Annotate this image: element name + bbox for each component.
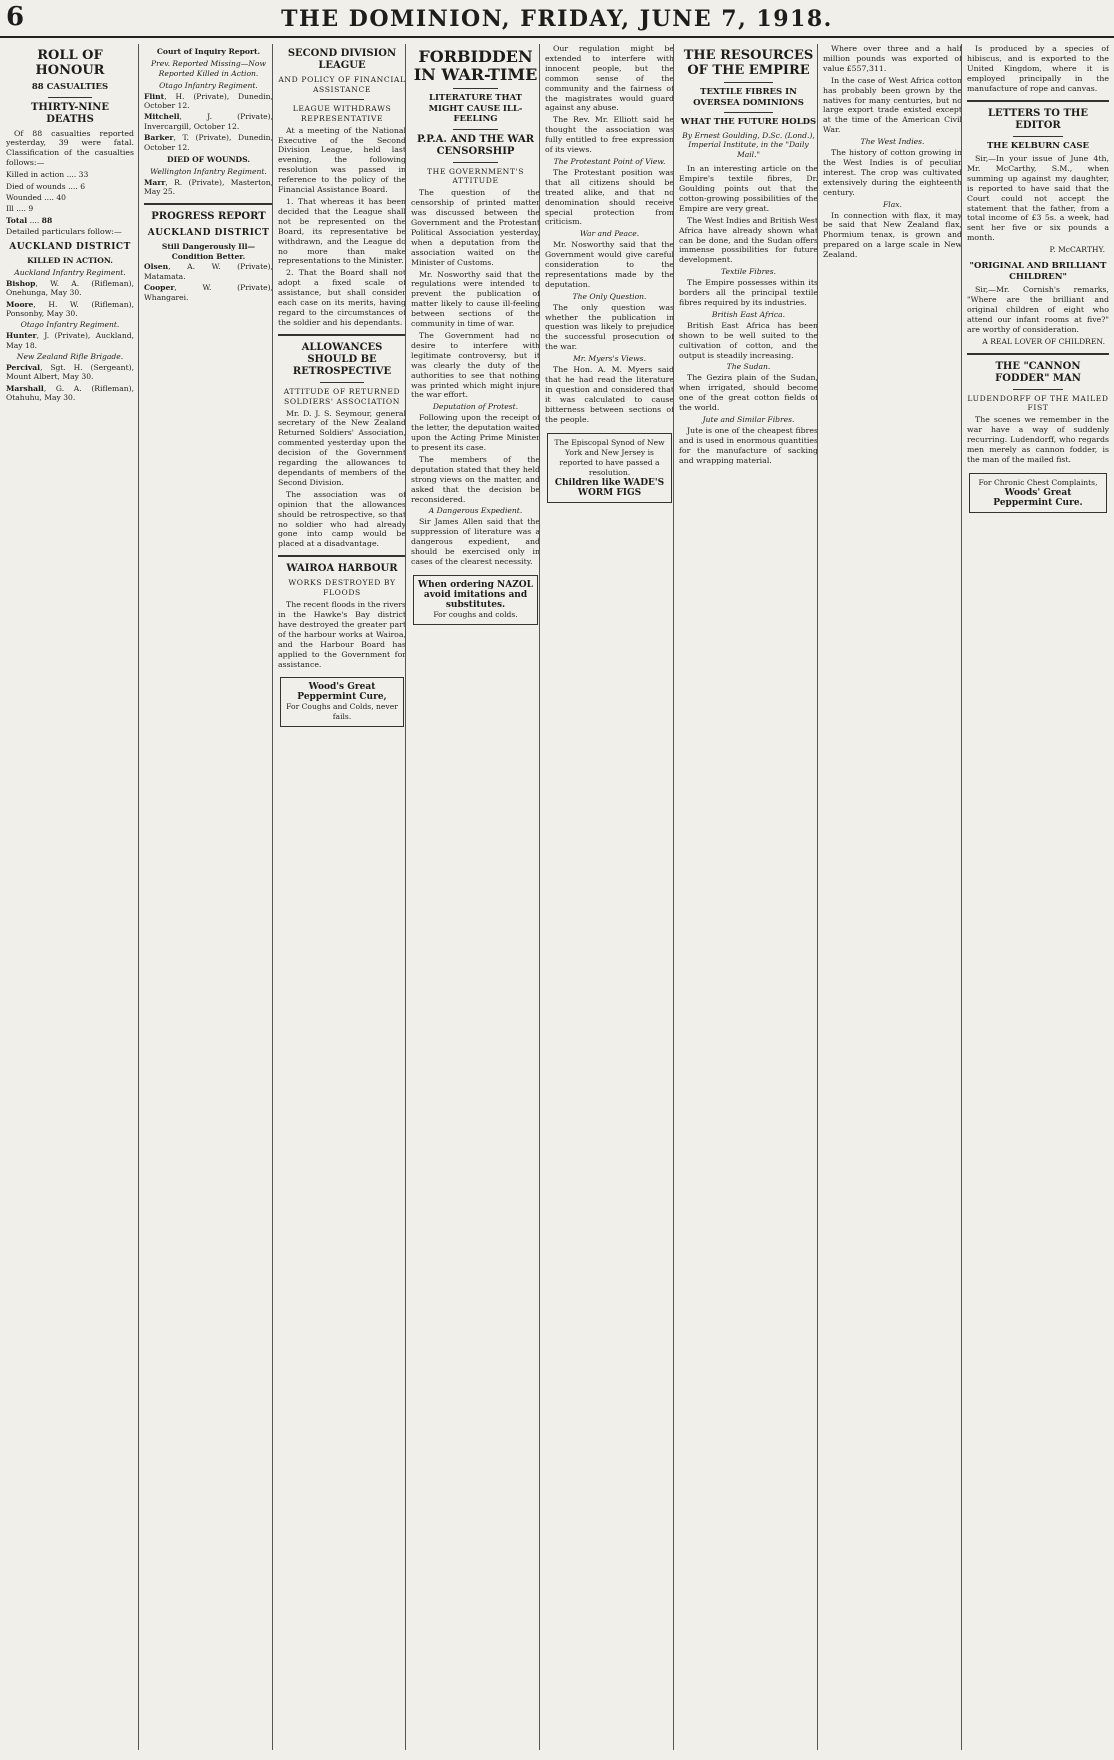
deaths-headline: THIRTY-NINE DEATHS [30,101,109,125]
article-deck: LEAGUE WITHDRAWS REPRESENTATIVE [292,103,392,123]
article-paragraph: In the case of West Africa cotton has probably been grown by the natives for many centuries, but no large export trade existed except at the time of the American Civil War. [823,75,962,135]
article-paragraph: The question of the censorship of printed matter was discussed between the Government and the Protestant Political Association yesterday, when a deputation from the association waited on the Minister of Customs. [411,188,540,267]
advertisement: Wood's Great Peppermint Cure, For Coughs and Colds, never fails. [280,677,404,727]
letter-signature: A REAL LOVER OF CHILDREN. [982,336,1105,346]
article-paragraph: Sir James Allen said that the suppression of literature was a dangerous expedient, and should be exercised only in cases of the clearest necessity. [411,517,540,566]
casualty-summary [6,170,134,225]
divider [453,88,498,89]
casualty-entry: Bishop, W. A. (Rifleman), Onehunga, May 30. [6,278,134,298]
divider [1013,136,1063,137]
column-forbidden-in-war-time [405,44,540,1750]
divider [967,353,1109,355]
column-letters-to-editor [961,44,1109,1750]
roll-intro: Of 88 casualties reported yesterday, 39 were fatal. Classification of the casualties follows:— [6,128,134,168]
article-paragraph: Jute is one of the cheapest fibres and is used in enormous quantities for the manufacture of sacking and wrapping material. [679,425,818,465]
divider [278,555,406,557]
article-subhead: Mr. Myers's Views. [573,354,646,364]
article-subhead: Flax. [883,199,902,209]
article-paragraph: The association was of opinion that the allowances should be retrospective, so that no soldier who had already gone into camp would be placed at a disadvantage. [278,489,406,549]
article-subhead: The West Indies. [860,137,925,147]
advertisement: When ordering NAZOL avoid imitations and substitutes. For coughs and colds. [413,575,538,625]
article-paragraph: The Hon. A. M. Myers said that he had read the literature in question and considered that it was calculated to cause bitterness between sections of the people. [545,365,674,424]
column-roll-of-honour [6,44,134,1750]
category-heading: KILLED IN ACTION. [27,255,113,265]
article-paragraph: 1. That whereas it has been decided that the League shall not be represented on the Board, its representative be withdrawn, and the League do no more than make representations to the Minister. [278,196,406,266]
article-deck: TEXTILE FIBRES IN OVERSEA DOMINIONS [693,87,804,108]
article-paragraph: In an interesting article on the Empire's textile fibres, Dr. Goulding points out that the cotton-growing possibilities of the Empire are very great. [679,164,818,213]
casualties-subtitle: 88 CASUALTIES [31,82,109,92]
article-headline: THE "CANNON FODDER" MAN [995,360,1081,384]
article-subhead: Textile Fibres. [720,267,777,277]
article-subhead: Deputation of Protest. [432,402,519,412]
article-paragraph: Our regulation might be extended to interfere with innocent people, but the common sense of the community and the fairness of the magistrates would guard against any abuse. [545,44,674,113]
article-paragraph: The scenes we remember in the war have a way of suddenly recurring. Ludendorff, who regards men merely as cannon fodder, is the man of the mailed fist. [967,415,1109,464]
article-headline: SECOND DIVISION LEAGUE [287,48,397,71]
summary-row: Killed in action .... 33 [6,170,89,180]
letter-title: THE KELBURN CASE [986,140,1089,151]
unit-heading: Otago Infantry Regiment. [20,320,120,330]
unit-heading: Otago Infantry Regiment. [159,80,258,90]
article-paragraph: The members of the deputation stated that they held strong views on the matter, and asked that the decision be reconsidered. [411,454,540,504]
article-paragraph: At a meeting of the National Executive of the Second Division League, held last evening, the following resolution was passed in reference to the policy of the Financial Assistance Board. [278,125,406,195]
article-paragraph: The Protestant position was that all citizens should be treated alike, and that no denomination should receive special protection from criticism. [545,167,674,227]
divider [144,203,273,205]
article-paragraph: Mr. Nosworthy said that the regulations were intended to prevent the publication of matter likely to cause ill-feeling between sections of the community in time of war. [411,269,540,329]
article-paragraph: The Empire possesses within its borders all the principal textile fibres required by its industries. [679,278,818,307]
divider [278,334,406,336]
casualty-entry: Barker, T. (Private), Dunedin, October 12. [144,133,273,152]
letter-signature: P. McCARTHY. [1049,245,1105,255]
divider [320,99,365,100]
summary-row: Total .... 88 [6,215,53,225]
article-deck: LUDENDORFF OF THE MAILED FIST [967,393,1109,413]
column-second-division [272,44,406,1750]
district-heading: AUCKLAND DISTRICT [147,227,270,238]
court-of-inquiry-sub: Prev. Reported Missing—Now Reported Killed in Action. [150,58,267,78]
casualty-entry: Cooper, W. (Private), Whangarei. [144,283,273,302]
casualty-entry: Marshall, G. A. (Rifleman), Otahuhu, May 30. [6,383,134,403]
article-subhead: The Sudan. [726,362,771,372]
progress-report-title: PROGRESS REPORT [151,210,266,222]
casualty-entry: Marr, R. (Private), Masterton, May 25. [144,177,273,197]
advertisement: For Chronic Chest Complaints, Woods' Great Peppermint Cure. [969,473,1107,513]
article-paragraph: The Gezira plain of the Sudan, when irrigated, should become one of the great cotton fields of the world. [679,373,818,413]
summary-row: Ill .... 9 [6,204,34,214]
article-subhead: The Only Question. [572,291,647,301]
article-deck: ATTITUDE OF RETURNED SOLDIERS' ASSOCIATION [283,386,401,406]
article-subhead: Jute and Similar Fibres. [702,414,795,424]
article-paragraph: The recent floods in the rivers in the Hawke's Bay district have destroyed the greater part of the harbour works at Wairoa, and the Harbour Board has applied to the Government for assistance. [278,600,406,669]
article-paragraph: The history of cotton growing in the West Indies is of peculiar interest. The crop was cultivated extensively during the eighteenth century. [823,148,962,197]
article-paragraph: Mr. D. J. S. Seymour, general secretary of the New Zealand Returned Soldiers' Association, commented yesterday upon the decision of the Government regarding the allowances to dependants of members of the Second Division. [278,408,406,487]
divider [724,112,773,113]
paper-title: THE DOMINION, FRIDAY, JUNE 7, 1918. [281,6,833,32]
casualty-entry: Mitchell, J. (Private), Invercargill, October 12. [144,112,273,131]
column-ppa-continued [539,44,674,1750]
article-headline: WAIROA HARBOUR [286,563,398,575]
summary-note: Detailed particulars follow:— [6,227,122,237]
article-headline: ALLOWANCES SHOULD BE RETROSPECTIVE [292,341,392,377]
article-paragraph: The only question was whether the publication in question was likely to prejudice the successful prosecution of the war. [545,302,674,352]
letter-title: "ORIGINAL AND BRILLIANT CHILDREN" [969,261,1107,282]
divider [1013,389,1063,390]
unit-heading: Wellington Infantry Regiment. [150,166,267,176]
died-of-wounds-heading: DIED OF WOUNDS. [167,155,250,165]
divider [48,97,93,98]
article-subhead: AND POLICY OF FINANCIAL ASSISTANCE [278,75,406,94]
unit-heading: New Zealand Rifle Brigade. [16,352,124,362]
article-paragraph: 2. That the Board shall not adopt a fixed scale of assistance, but shall consider each case on its merits, having regard to the circumstances of the soldier and his dependants. [278,268,406,327]
divider [453,162,498,163]
article-paragraph: The West Indies and British West Africa have already shown what can be done, and the Sudan offers immense possibilities for future development. [679,215,818,265]
article-deck: LITERATURE THAT MIGHT CAUSE ILL-FEELING [428,93,523,124]
divider [724,82,773,83]
column-resources-of-empire [673,44,818,1750]
article-paragraph: In connection with flax, it may be said that New Zealand flax, Phormium tenax, is grown and prepared on a large scale in New Zealand. [823,210,962,260]
article-subhead: British East Africa. [711,309,786,319]
letter-paragraph: Sir,—Mr. Cornish's remarks, "Where are the brilliant and original children of eight who attend our infant rooms at five?" are worthy of consideration. [967,285,1109,334]
casualty-entry: Flint, H. (Private), Dunedin, October 12. [144,91,273,111]
article-paragraph: Mr. Nosworthy said that the Government would give careful consideration to the representations made by the deputation. [545,240,674,289]
article-paragraph: The Government had no desire to interfere with legitimate controversy, but it was clearly the duty of the authorities to see that nothing was printed which might injure the war effort. [411,331,540,400]
article-subhead: WHAT THE FUTURE HOLDS [680,117,817,127]
advertisement: The Episcopal Synod of New York and New Jersey is reported to have passed a resolution. Children like WADE'S WORM FIGS [547,433,672,503]
summary-row: Died of wounds .... 6 [6,181,86,191]
casualty-entry: Hunter, J. (Private), Auckland, May 18. [6,331,134,350]
article-subhead: War and Peace. [579,229,640,239]
masthead [0,0,1114,38]
article-paragraph: British East Africa has been shown to be well suited to the cultivation of cotton, and the output is steadily increasing. [679,320,818,360]
court-of-inquiry-heading: Court of Inquiry Report. [156,47,261,56]
article-paragraph: Where over three and a half million pounds was exported of value £557,311. [823,44,962,73]
casualty-entry: Olsen, A. W. (Private), Matamata. [144,262,273,281]
article-deck: THE GOVERNMENT'S ATTITUDE [426,166,525,186]
divider [967,100,1109,102]
casualty-entry: Percival, Sgt. H. (Sergeant), Mount Albert, May 30. [6,363,134,382]
column-resources-continued [817,44,962,1750]
article-paragraph: Is produced by a species of hibiscus, and is exported to the United Kingdom, where it is employed principally in the manufacture of rope and canvas. [967,44,1109,93]
category-heading: Still Dangerously Ill—Condition Better. [161,241,256,261]
page-number: 6 [6,2,25,32]
divider [453,129,498,130]
letter-paragraph: Sir,—In your issue of June 4th, Mr. McCarthy, S.M., when summing up against my daughter, is reported to have said that the Court could not accept the statement that the father, from a total income of £3 5s. a week, had sent her five or six pounds a month. [967,154,1109,243]
article-deck: WORKS DESTROYED BY FLOODS [288,578,396,598]
article-subhead: The Protestant Point of View. [553,156,666,166]
article-paragraph: Following upon the receipt of the letter, the deputation waited upon the Acting Prime Minister to present its case. [411,413,540,452]
letters-heading: LETTERS TO THE EDITOR [988,107,1088,131]
article-subhead: A Dangerous Expedient. [428,506,523,516]
divider [320,382,365,383]
article-paragraph: The Rev. Mr. Elliott said he thought the association was fully entitled to free expression of its views. [545,115,674,155]
article-byline: By Ernest Goulding, D.Sc. (Lond.), Imperial Institute, in the "Daily Mail." [682,130,815,160]
roll-of-honour-title: ROLL OF HONOUR [35,48,105,78]
unit-heading: Auckland Infantry Regiment. [14,267,126,277]
summary-row: Wounded .... 40 [6,192,67,202]
article-headline: P.P.A. AND THE WAR CENSORSHIP [416,133,535,157]
column-casualty-lists [138,44,273,1750]
article-headline: FORBIDDEN IN WAR-TIME [413,47,538,84]
article-headline: THE RESOURCES OF THE EMPIRE [683,48,814,78]
casualty-entry: Moore, H. W. (Rifleman), Ponsonby, May 30. [6,299,134,318]
district-heading: AUCKLAND DISTRICT [9,242,131,253]
